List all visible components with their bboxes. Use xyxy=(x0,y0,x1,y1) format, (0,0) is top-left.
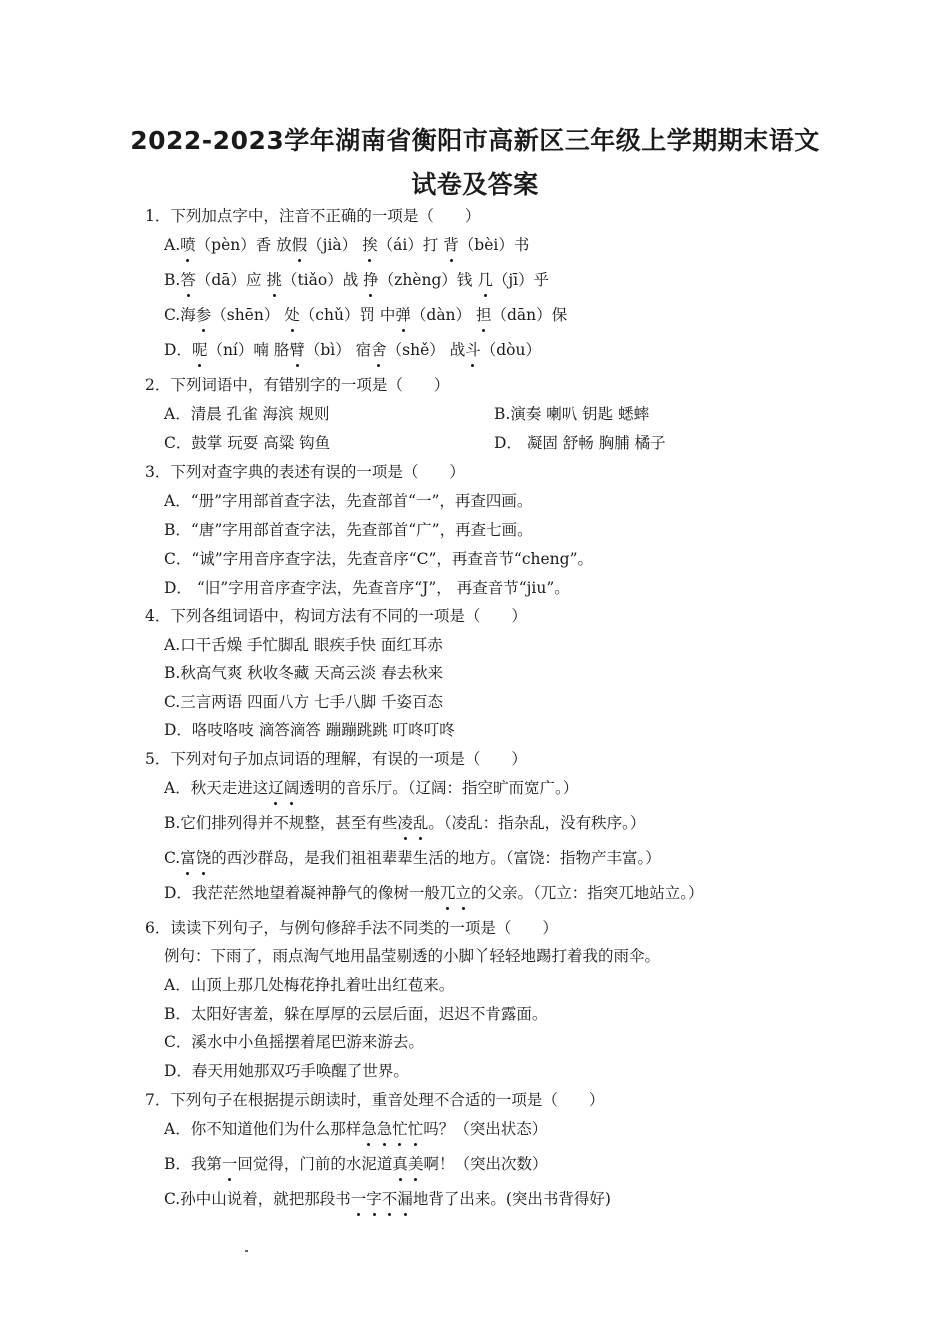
dotted-char: 答 xyxy=(180,271,196,289)
question-6-stem: 6．读读下列句子，与例句修辞手法不同类的一项是（ ） xyxy=(145,919,558,937)
question-3-option-a: A．“册”字用部首查字法，先查部首“一”，再查四画。 xyxy=(164,492,533,510)
dotted-char: 凌 xyxy=(397,814,413,832)
dotted-char: 漏 xyxy=(397,1190,413,1208)
sentence-text: A．你不知道他们为什么那样 xyxy=(164,1120,362,1138)
sentence-text: 。（凌乱：指杂乱，没有秩序。） xyxy=(428,814,646,832)
dotted-char: 舍 xyxy=(371,341,387,359)
question-1-option-b xyxy=(164,270,549,290)
dotted-char: 字 xyxy=(366,1190,382,1208)
question-2-option-a: A．清晨 孔雀 海滨 规则 xyxy=(164,405,330,423)
pinyin-text: （ái）打 xyxy=(377,236,444,254)
question-2-option-b: B.演奏 喇叭 钥匙 蟋蟀 xyxy=(494,405,650,423)
sentence-text: 的西沙群岛，是我们祖祖辈辈生活的地方。（富饶：指物产丰富。） xyxy=(211,849,661,867)
question-2-option-d: D． 凝固 舒畅 胸脯 橘子 xyxy=(494,434,666,452)
pinyin-text: （dān）保 xyxy=(491,306,568,324)
question-1-stem: 1．下列加点字中，注音不正确的一项是（ ） xyxy=(145,207,481,225)
dotted-char: 阔 xyxy=(283,779,300,797)
question-5-option-a xyxy=(164,778,578,798)
pinyin-text: （pèn）香 放 xyxy=(195,236,292,254)
sentence-text: B．我第 xyxy=(164,1155,222,1173)
dotted-char: 臂 xyxy=(289,341,305,359)
dotted-char: 挑 xyxy=(266,271,282,289)
question-6-option-d: D．春天用她那双巧手唤醒了世界。 xyxy=(164,1062,409,1080)
question-3-option-b: B．“唐”字用部首查字法，先查部首“广”，再查七画。 xyxy=(164,521,533,539)
question-7-stem: 7．下列句子在根据提示朗读时，重音处理不合适的一项是（ ） xyxy=(145,1091,605,1109)
question-7-option-a xyxy=(164,1119,547,1139)
dotted-char: 急 xyxy=(361,1120,377,1138)
exam-title-line-2: 试卷及答案 xyxy=(411,170,539,199)
dotted-char: 一 xyxy=(350,1190,367,1208)
pinyin-text: （shě） 战 xyxy=(386,341,466,359)
footer-mark xyxy=(245,1250,248,1252)
dotted-char: 呢 xyxy=(191,341,208,359)
dotted-char: 不 xyxy=(381,1190,398,1208)
question-6-option-a: A．山顶上那几处梅花挣扎着吐出红苞来。 xyxy=(164,976,455,994)
dotted-char: 挣 xyxy=(363,271,379,289)
question-2-option-c: C．鼓掌 玩耍 高粱 钩鱼 xyxy=(164,434,331,452)
question-3-option-d: D． “旧”字用音序查字法，先查音序“J”， 再查音节“jiu”。 xyxy=(164,579,570,597)
question-4-option-c: C.三言两语 四面八方 七手八脚 千姿百态 xyxy=(164,693,444,711)
pinyin-text: （bì） 宿 xyxy=(304,341,372,359)
sentence-text: 啊！（突出次数） xyxy=(423,1155,548,1173)
dotted-char: 处 xyxy=(284,306,300,324)
question-6-example: 例句：下雨了，雨点淘气地用晶莹剔透的小脚丫轻轻地踢打着我的雨伞。 xyxy=(164,947,661,965)
dotted-char: 斗 xyxy=(465,341,481,359)
question-2-stem: 2．下列词语中，有错别字的一项是（ ） xyxy=(145,376,450,394)
pinyin-text: （jī）乎 xyxy=(492,271,550,289)
dotted-char: 兀 xyxy=(439,884,456,902)
question-1-option-c xyxy=(164,305,567,325)
dotted-char: 乱 xyxy=(412,814,429,832)
dotted-char: 背 xyxy=(443,236,459,254)
sentence-text: 地背了出来。(突出书背得好) xyxy=(412,1190,611,1208)
pinyin-text: （jià） xyxy=(307,236,363,254)
question-4-option-a: A.口干舌燥 手忙脚乱 眼疾手快 面红耳赤 xyxy=(164,636,443,654)
question-4-stem: 4．下列各组词语中，构词方法有不同的一项是（ ） xyxy=(145,607,527,625)
pinyin-text: （zhèng）钱 xyxy=(378,271,478,289)
question-1-option-a xyxy=(164,235,529,255)
question-5-stem: 5．下列对句子加点词语的理解，有误的一项是（ ） xyxy=(145,750,527,768)
question-7-option-b xyxy=(164,1154,547,1174)
option-a-label: A. xyxy=(164,236,181,254)
option-b-label: B. xyxy=(164,271,181,289)
sentence-text: 的父亲。（兀立：指突兀地站立。） xyxy=(470,884,704,902)
dotted-char: 一 xyxy=(221,1155,238,1173)
dotted-char: 假 xyxy=(291,236,308,254)
dotted-char: 辽 xyxy=(268,779,284,797)
sentence-text: 吗？（突出状态） xyxy=(423,1120,548,1138)
exam-title-line-1: 2022-2023学年湖南省衡阳市高新区三年级上学期期末语文 xyxy=(130,126,820,155)
sentence-text: C.孙中山说着，就把那段书 xyxy=(164,1190,351,1208)
pinyin-text: （shēn） xyxy=(211,306,285,324)
dotted-char: 急 xyxy=(376,1120,393,1138)
dotted-char: 美 xyxy=(407,1155,424,1173)
option-d-label: D． xyxy=(164,341,192,359)
dotted-char: 弹 xyxy=(395,306,411,324)
dotted-char: 喷 xyxy=(180,236,196,254)
sentence-text: A．秋天走进这 xyxy=(164,779,269,797)
question-5-option-d xyxy=(164,883,703,903)
dotted-char: 挨 xyxy=(362,236,378,254)
question-4-option-b: B.秋高气爽 秋收冬藏 天高云淡 春去秋来 xyxy=(164,664,444,682)
dotted-char: 忙 xyxy=(392,1120,408,1138)
question-3-option-c: C．“诚”字用音序查字法，先查音序“C”，再查音节“cheng”。 xyxy=(164,550,594,568)
pinyin-text: （ní）喃 胳 xyxy=(207,341,290,359)
pinyin-text: （tiǎo）战 xyxy=(281,271,364,289)
dotted-char: 立 xyxy=(455,884,471,902)
question-1-option-d xyxy=(164,340,541,360)
pinyin-text: （dòu） xyxy=(480,341,541,359)
sentence-text: D．我茫茫然地望着凝神静气的像树一般 xyxy=(164,884,440,902)
dotted-char: 富 xyxy=(180,849,196,867)
dotted-char: 担 xyxy=(475,306,492,324)
question-4-option-d: D．咯吱咯吱 滴答滴答 蹦蹦跳跳 叮咚叮咚 xyxy=(164,721,455,739)
question-7-option-c xyxy=(164,1189,611,1209)
dotted-char: 真 xyxy=(392,1155,408,1173)
dotted-char: 忙 xyxy=(407,1120,424,1138)
question-3-stem: 3．下列对查字典的表述有误的一项是（ ） xyxy=(145,463,465,481)
sentence-text: C. xyxy=(164,849,181,867)
sentence-text: 透明的音乐厅。（辽阔：指空旷而宽广。） xyxy=(299,779,579,797)
question-5-option-b xyxy=(164,813,645,833)
pinyin-text: （dàn） xyxy=(410,306,476,324)
pinyin-text: （chǔ）罚 中 xyxy=(299,306,396,324)
sentence-text: B.它们排列得并不规整，甚至有些 xyxy=(164,814,398,832)
pinyin-text: （bèi）书 xyxy=(458,236,530,254)
option-c-label: C.海 xyxy=(164,306,196,324)
dotted-char: 饶 xyxy=(195,849,212,867)
dotted-char: 几 xyxy=(477,271,493,289)
sentence-text: 回觉得，门前的水泥道 xyxy=(237,1155,393,1173)
question-6-option-c: C．溪水中小鱼摇摆着尾巴游来游去。 xyxy=(164,1033,424,1051)
question-6-option-b: B．太阳好害羞，躲在厚厚的云层后面，迟迟不肯露面。 xyxy=(164,1005,548,1023)
question-5-option-c xyxy=(164,848,661,868)
dotted-char: 参 xyxy=(195,306,212,324)
pinyin-text: （dā）应 xyxy=(195,271,267,289)
